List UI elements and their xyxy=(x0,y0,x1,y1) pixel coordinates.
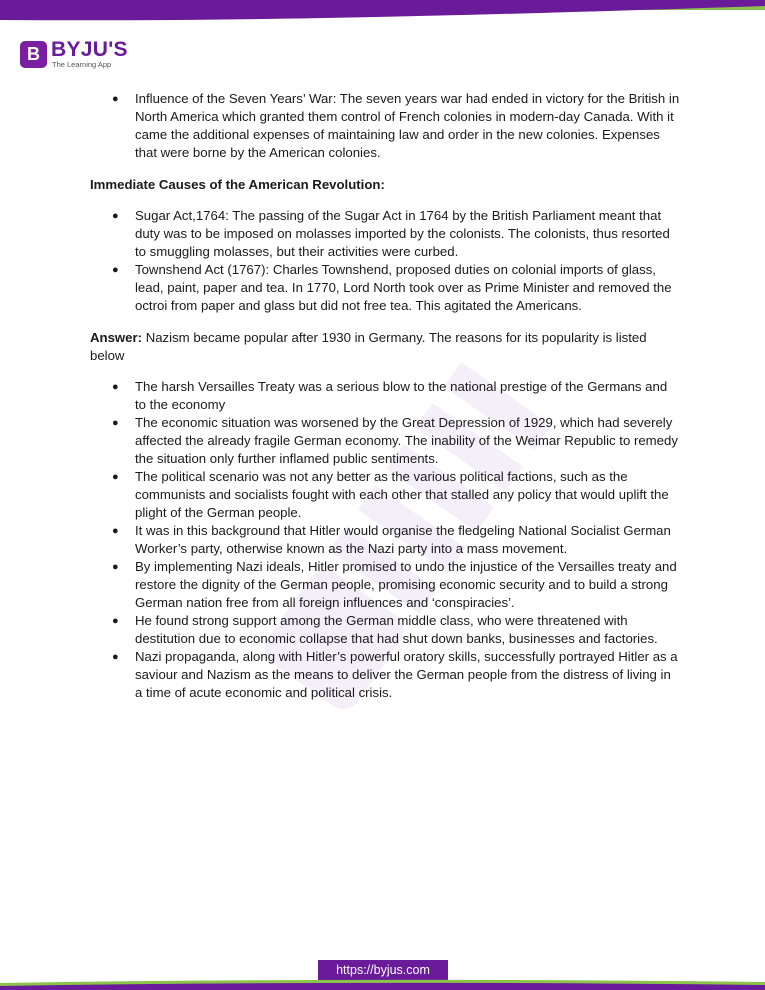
list-item: ● The harsh Versailles Treaty was a serious blow to the national prestige of the Germans and to the economy xyxy=(112,379,668,412)
bullet-icon: ● xyxy=(112,525,119,537)
bullet-icon: ● xyxy=(112,561,119,573)
list-item: ● He found strong support among the German middle class, who were threatened with destitution due to economic collapse that had shut down banks, businesses and factories. xyxy=(112,613,658,646)
list-item: ● By implementing Nazi ideals, Hitler promised to undo the injustice of the Versailles treaty and restore the dignity of the German people, promising economic security and to build a strong German nation free from all foreign influences and ‘conspiracies’. xyxy=(112,559,677,610)
answer-paragraph xyxy=(90,329,680,365)
brand-tagline: The Learning App xyxy=(52,60,112,69)
bullet-icon: ● xyxy=(112,417,119,429)
answer-text: Nazism became popular after 1930 in Germany. The reasons for its popularity is listed below xyxy=(90,330,647,363)
list-item: ● The political scenario was not any better as the various political factions, such as the communists and socialists fought with each other that stalled any policy that would uplift the plight of the German people. xyxy=(112,469,669,520)
logo-text xyxy=(51,40,128,70)
document-body xyxy=(90,90,680,702)
bullet-icon: ● xyxy=(112,615,119,627)
brand-name: BYJU'S xyxy=(51,38,128,61)
list-item: ● Nazi propaganda, along with Hitler’s powerful oratory skills, successfully portrayed Hitler as a saviour and Nazism as the means to deliver the German people from the distress of living in a time of acute economic and political crisis. xyxy=(112,649,678,700)
footer-url-link[interactable]: https://byjus.com xyxy=(318,960,448,980)
causes-list-general xyxy=(90,90,680,162)
bullet-icon: ● xyxy=(112,381,119,393)
list-item: ● It was in this background that Hitler would organise the fledgeling National Socialist German Worker’s party, otherwise known as the Nazi party into a mass movement. xyxy=(112,523,671,556)
bullet-icon: ● xyxy=(112,471,119,483)
logo-mark-icon: B xyxy=(20,41,47,68)
causes-list-immediate xyxy=(90,207,680,315)
section-heading: Immediate Causes of the American Revolution: xyxy=(90,177,385,192)
byjus-logo xyxy=(20,40,128,70)
bullet-icon: ● xyxy=(112,264,119,276)
list-item: ● Influence of the Seven Years’ War: The seven years war had ended in victory for the British in North America which granted them control of French colonies in modern-day Canada. With it came the additional expenses of maintaining law and order in the new colonies. Expenses that were borne by the American colonies. xyxy=(112,91,680,160)
list-item: ● The economic situation was worsened by the Great Depression of 1929, which had severely affected the already fragile German economy. The inability of the Weimar Republic to remedy the situation only further inflamed public sentiments. xyxy=(112,415,678,466)
bullet-icon: ● xyxy=(112,210,119,222)
top-decorative-band xyxy=(0,0,765,22)
answer-label: Answer: xyxy=(90,330,143,345)
list-item: ● Sugar Act,1764: The passing of the Sugar Act in 1764 by the British Parliament meant that duty was to be imposed on molasses imported by the colonists. The colonists, thus resorted to smuggling molasses, but their activities were curbed. xyxy=(112,208,670,259)
bullet-icon: ● xyxy=(112,651,119,663)
list-item: ● Townshend Act (1767): Charles Townshend, proposed duties on colonial imports of glass, lead, paint, paper and tea. In 1770, Lord North took over as Prime Minister and removed the octroi from paper and glass but did not free tea. This agitated the Americans. xyxy=(112,262,672,313)
bottom-decorative-band xyxy=(0,979,765,990)
bullet-icon: ● xyxy=(112,93,119,105)
nazism-reasons-list xyxy=(90,378,680,702)
